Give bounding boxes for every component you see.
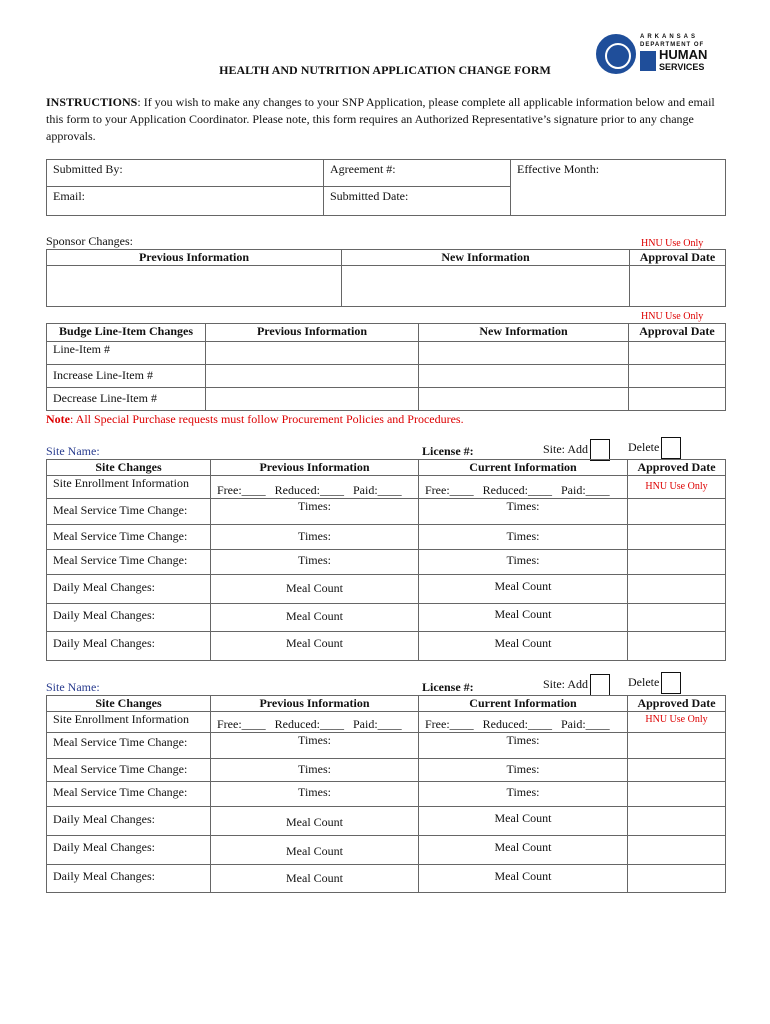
meal-count-current[interactable]: Meal Count [419, 575, 628, 604]
site-col-previous: Previous Information [211, 696, 419, 712]
meal-count-current[interactable]: Meal Count [419, 865, 628, 893]
sponsor-col-approval: Approval Date [630, 250, 726, 266]
approved-cell[interactable] [628, 865, 726, 893]
daily-meal-label: Daily Meal Changes: [47, 836, 211, 865]
meal-time-label: Meal Service Time Change: [47, 550, 211, 575]
site-add [543, 439, 610, 461]
sponsor-col-new: New Information [342, 250, 630, 266]
meal-time-current[interactable]: Times: [419, 550, 628, 575]
site-col-approved: Approved Date [628, 696, 726, 712]
budget-col-approval: Approval Date [629, 324, 726, 342]
site-enrollment-label: Site Enrollment Information [47, 712, 211, 733]
meal-time-previous[interactable]: Times: [211, 782, 419, 807]
meal-count-previous[interactable]: Meal Count [211, 865, 419, 893]
site-add-label: Site: Add [543, 676, 589, 691]
site-col-current: Current Information [419, 696, 628, 712]
sponsor-previous-cell[interactable] [47, 266, 342, 307]
site-table-1 [46, 459, 726, 661]
budget-cell[interactable] [206, 388, 419, 411]
meal-time-previous[interactable]: Times: [211, 733, 419, 759]
site-delete-label: Delete [628, 674, 660, 689]
meal-count-previous[interactable]: Meal Count [211, 836, 419, 865]
meal-count-current[interactable]: Meal Count [419, 807, 628, 836]
daily-meal-label: Daily Meal Changes: [47, 807, 211, 836]
site-add-checkbox[interactable] [590, 439, 610, 461]
site-name-label: Site Name: [46, 680, 100, 694]
effective-month-field[interactable]: Effective Month: [511, 160, 726, 216]
site-col-approved: Approved Date [628, 460, 726, 476]
approved-cell[interactable] [628, 550, 726, 575]
email-field[interactable]: Email: [47, 187, 324, 216]
approved-cell[interactable] [628, 632, 726, 661]
site-col-current: Current Information [419, 460, 628, 476]
logo-line2: DEPARTMENT OF [640, 42, 705, 48]
meal-time-previous[interactable]: Times: [211, 525, 419, 550]
meal-time-label: Meal Service Time Change: [47, 759, 211, 782]
note-text: : All Special Purchase requests must follow Procurement Policies and Procedures. [70, 412, 464, 426]
site-delete-checkbox[interactable] [661, 437, 681, 459]
meal-count-current[interactable]: Meal Count [419, 632, 628, 661]
approved-cell[interactable] [628, 782, 726, 807]
budget-col-item: Budge Line-Item Changes [47, 324, 206, 342]
meal-time-previous[interactable]: Times: [211, 499, 419, 525]
meal-time-current[interactable]: Times: [419, 525, 628, 550]
note [46, 412, 464, 427]
meal-time-label: Meal Service Time Change: [47, 782, 211, 807]
agreement-field[interactable]: Agreement #: [324, 160, 511, 187]
budget-col-new: New Information [419, 324, 629, 342]
approved-cell[interactable] [628, 499, 726, 525]
sponsor-changes-label: Sponsor Changes: [46, 234, 133, 248]
site-name-label: Site Name: [46, 444, 100, 458]
budget-row-label: Line-Item # [47, 342, 206, 365]
meal-time-label: Meal Service Time Change: [47, 733, 211, 759]
site-enrollment-label: Site Enrollment Information [47, 476, 211, 499]
logo-line4: SERVICES [659, 62, 705, 72]
meal-time-current[interactable]: Times: [419, 782, 628, 807]
meal-time-label: Meal Service Time Change: [47, 525, 211, 550]
enrollment-current[interactable]: Free:____ Reduced:____ Paid:____ [419, 476, 628, 499]
sponsor-new-cell[interactable] [342, 266, 630, 307]
instructions-text: : If you wish to make any changes to your SNP Application, please complete all applicable information below and email this form to your Application Coordinator. Please note, this form requires an Authorized Representative’s signature prior to any change approvals. [46, 95, 715, 143]
site-delete-label: Delete [628, 439, 660, 454]
sponsor-table [46, 249, 726, 307]
meal-time-previous[interactable]: Times: [211, 550, 419, 575]
submitter-table [46, 159, 726, 216]
budget-table [46, 323, 726, 411]
submitted-date-field[interactable]: Submitted Date: [324, 187, 511, 216]
meal-count-current[interactable]: Meal Count [419, 604, 628, 632]
site-col-previous: Previous Information [211, 460, 419, 476]
budget-row-label: Increase Line-Item # [47, 365, 206, 388]
logo-line3: HUMAN [659, 47, 708, 62]
enrollment-previous[interactable]: Free:____ Reduced:____ Paid:____ [211, 712, 419, 733]
meal-count-previous[interactable]: Meal Count [211, 632, 419, 661]
meal-time-current[interactable]: Times: [419, 499, 628, 525]
budget-cell[interactable] [419, 342, 629, 365]
logo-line1: ARKANSAS [640, 34, 699, 40]
budget-hnu-label: HNU Use Only [641, 311, 704, 322]
meal-count-previous[interactable]: Meal Count [211, 575, 419, 604]
site-col-changes: Site Changes [47, 460, 211, 476]
site-add-checkbox[interactable] [590, 674, 610, 696]
approved-cell[interactable] [628, 807, 726, 836]
approved-cell[interactable] [628, 604, 726, 632]
enrollment-current[interactable]: Free:____ Reduced:____ Paid:____ [419, 712, 628, 733]
instructions [46, 94, 726, 145]
site-add-label: Site: Add [543, 441, 589, 456]
meal-time-label: Meal Service Time Change: [47, 499, 211, 525]
approved-cell[interactable] [628, 836, 726, 865]
sponsor-col-previous: Previous Information [47, 250, 342, 266]
approved-cell[interactable] [628, 575, 726, 604]
site-delete [628, 672, 681, 694]
license-label: License #: [422, 680, 474, 694]
daily-meal-label: Daily Meal Changes: [47, 575, 211, 604]
meal-time-previous[interactable]: Times: [211, 759, 419, 782]
meal-time-current[interactable]: Times: [419, 759, 628, 782]
enrollment-hnu: HNU Use Only [628, 712, 726, 733]
budget-cell[interactable] [629, 388, 726, 411]
budget-cell[interactable] [629, 365, 726, 388]
site-add [543, 674, 610, 696]
daily-meal-label: Daily Meal Changes: [47, 865, 211, 893]
budget-cell[interactable] [419, 388, 629, 411]
sponsor-hnu-label: HNU Use Only [641, 238, 704, 249]
enrollment-previous[interactable]: Free:____ Reduced:____ Paid:____ [211, 476, 419, 499]
budget-cell[interactable] [629, 342, 726, 365]
submitted-by-field[interactable]: Submitted By: [47, 160, 324, 187]
budget-cell[interactable] [206, 365, 419, 388]
budget-cell[interactable] [419, 365, 629, 388]
approved-cell[interactable] [628, 733, 726, 759]
license-label: License #: [422, 444, 474, 458]
budget-cell[interactable] [206, 342, 419, 365]
site-delete [628, 437, 681, 459]
meal-count-previous[interactable]: Meal Count [211, 604, 419, 632]
note-label: Note [46, 412, 70, 426]
budget-col-previous: Previous Information [206, 324, 419, 342]
meal-count-current[interactable]: Meal Count [419, 836, 628, 865]
budget-row-label: Decrease Line-Item # [47, 388, 206, 411]
enrollment-hnu: HNU Use Only [628, 476, 726, 499]
approved-cell[interactable] [628, 525, 726, 550]
instructions-label: INSTRUCTIONS [46, 95, 138, 109]
approved-cell[interactable] [628, 759, 726, 782]
daily-meal-label: Daily Meal Changes: [47, 632, 211, 661]
sponsor-approval-cell[interactable] [630, 266, 726, 307]
site-delete-checkbox[interactable] [661, 672, 681, 694]
site-col-changes: Site Changes [47, 696, 211, 712]
daily-meal-label: Daily Meal Changes: [47, 604, 211, 632]
site-table-2 [46, 695, 726, 893]
meal-count-previous[interactable]: Meal Count [211, 807, 419, 836]
meal-time-current[interactable]: Times: [419, 733, 628, 759]
page-title: HEALTH AND NUTRITION APPLICATION CHANGE FORM [219, 63, 551, 77]
